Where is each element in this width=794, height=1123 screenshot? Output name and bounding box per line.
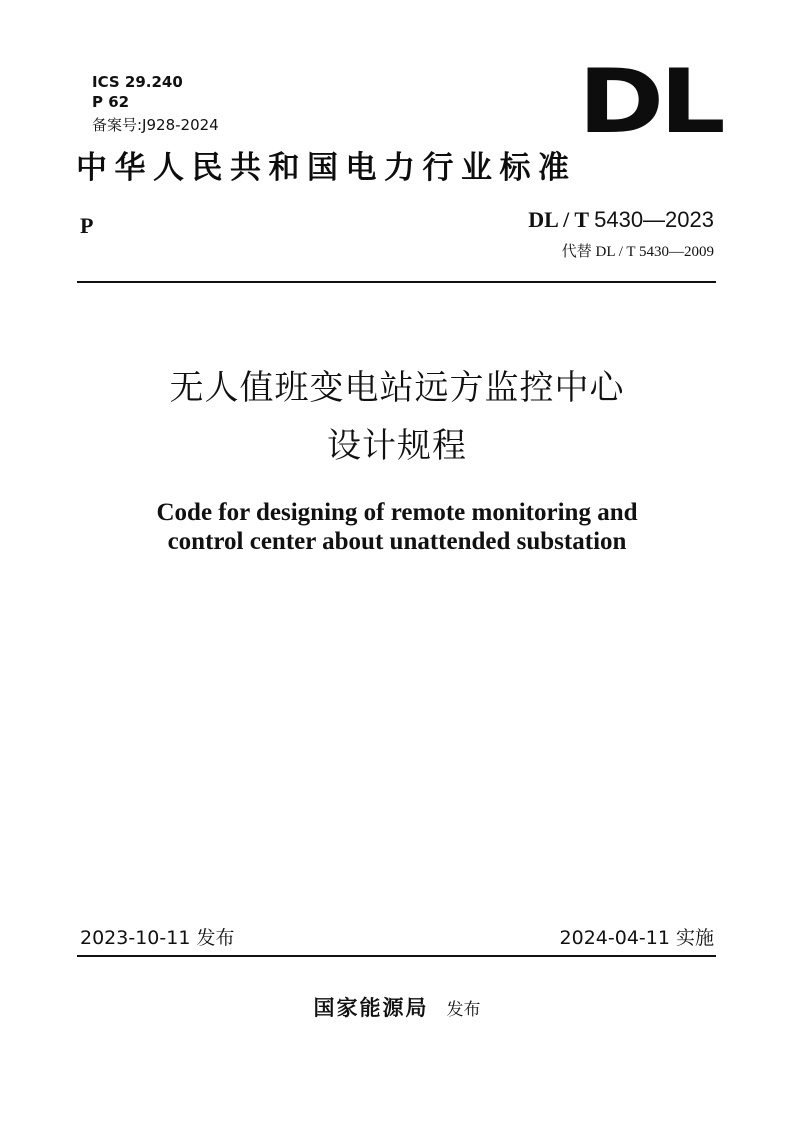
document-title-en-line2: control center about unattended substation — [167, 528, 627, 555]
dl-logo: DL — [578, 50, 721, 153]
publisher-org: 国家能源局 — [313, 995, 429, 1020]
standard-number-value: 5430—2023 — [594, 207, 714, 232]
standard-number — [528, 206, 714, 234]
bottom-divider — [77, 955, 716, 957]
publisher — [0, 992, 794, 1022]
standard-prefix: DL / T — [528, 207, 589, 232]
filing-number: 备案号:J928-2024 — [92, 116, 219, 134]
document-title-cn-line1: 无人值班变电站远方监控中心 — [169, 368, 625, 408]
document-title-cn-line2: 设计规程 — [327, 426, 467, 466]
replaces-note: 代替 DL / T 5430—2009 — [561, 244, 714, 260]
ccs-code: P 62 — [92, 93, 130, 111]
top-divider — [77, 281, 716, 283]
implementation-date: 2024-04-11 实施 — [559, 927, 714, 949]
standard-title: 中华人民共和国电力行业标准 — [76, 150, 577, 186]
publisher-action: 发布 — [446, 1000, 481, 1020]
issue-date: 2023-10-11 发布 — [80, 927, 235, 949]
document-title-en-line1: Code for designing of remote monitoring and — [156, 499, 638, 526]
ics-code: ICS 29.240 — [92, 73, 183, 91]
classification-letter: P — [80, 213, 94, 238]
